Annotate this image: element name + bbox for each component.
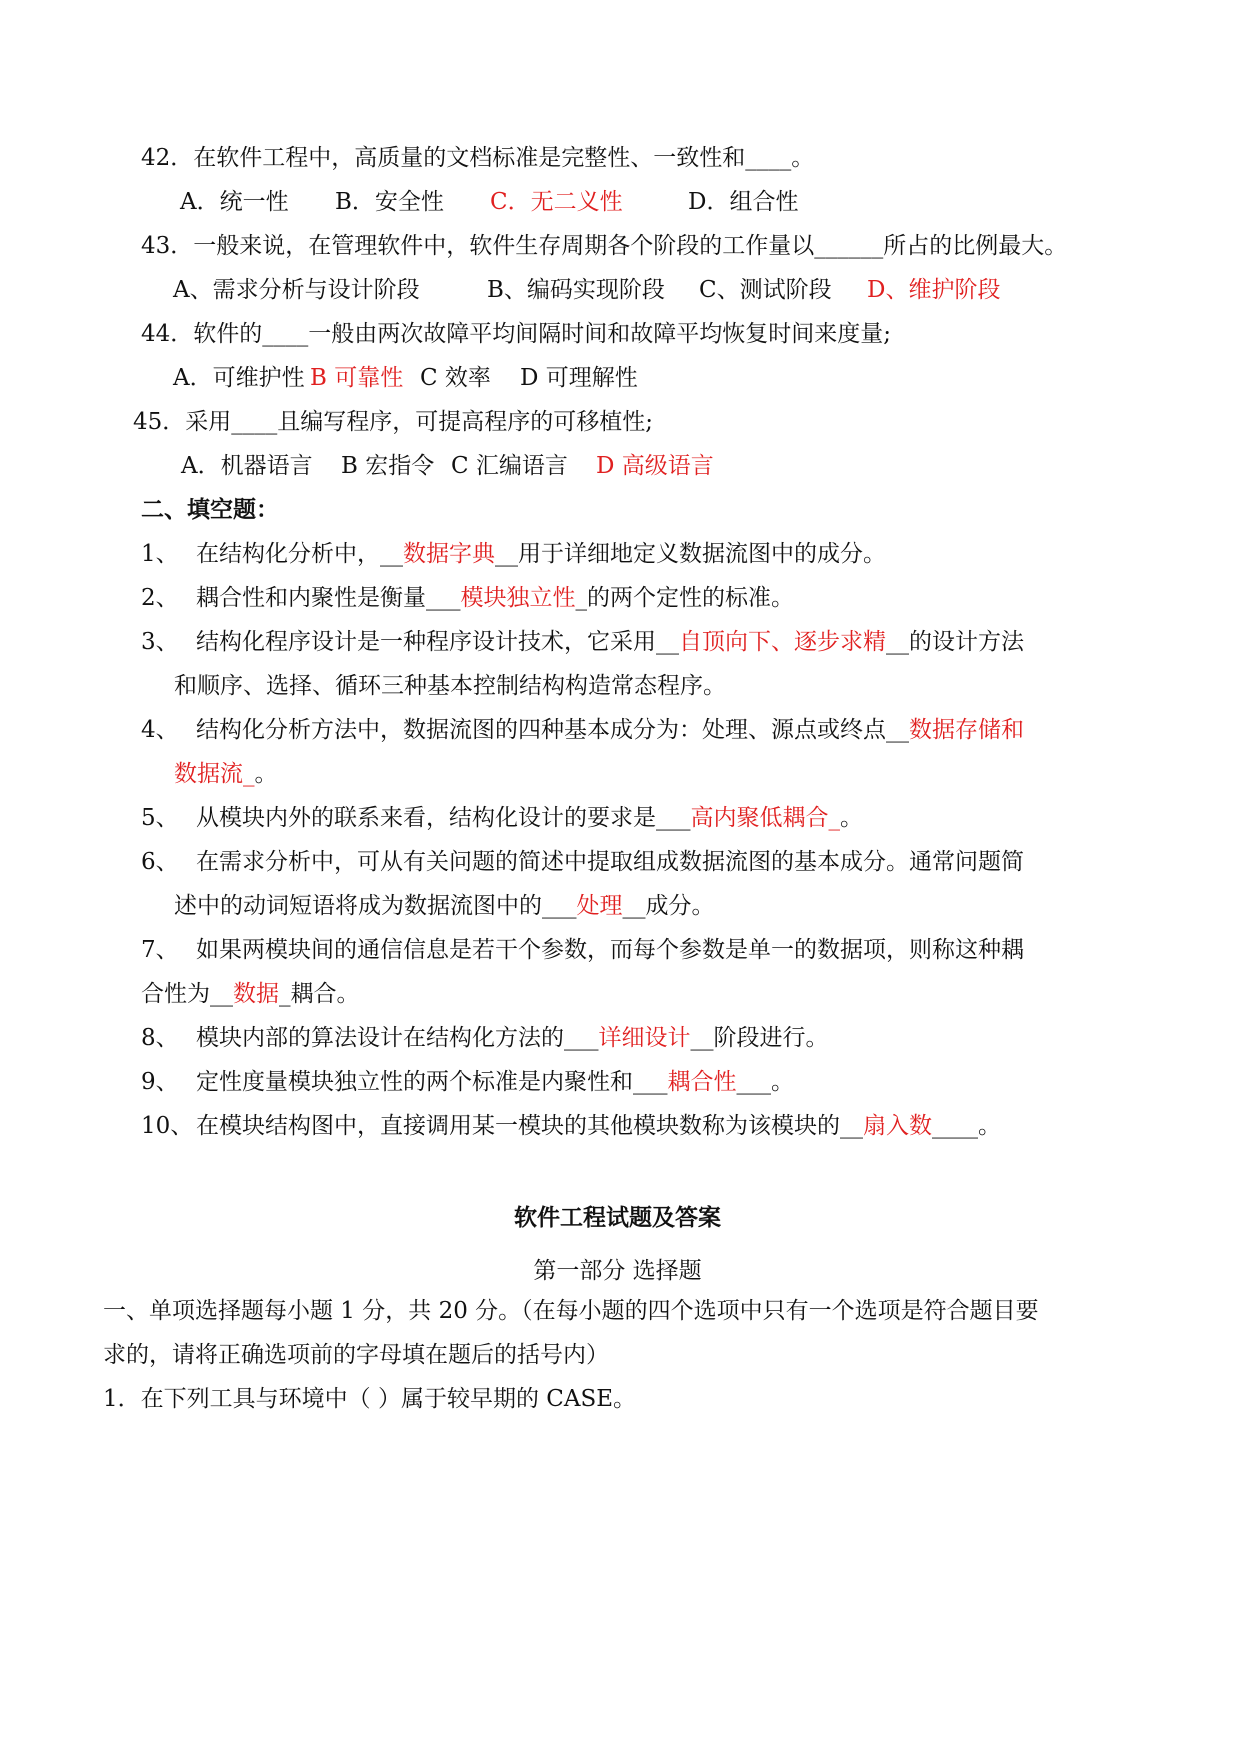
answer: 扇入数 [863, 1113, 932, 1139]
option-d-answer: D 高级语言 [596, 453, 714, 479]
document-title: 软件工程试题及答案 [514, 1204, 721, 1231]
fill-item-6-continued: 述中的动词短语将成为数据流图中的___处理__成分。 [174, 893, 715, 919]
option-a: A．可维护性 [173, 365, 305, 391]
question-43-stem: 43．一般来说，在管理软件中，软件生存周期各个阶段的工作量以______所占的比例最大。 [141, 233, 1068, 259]
fill-item-7: 7、 如果两模块间的通信信息是若干个参数，而每个参数是单一的数据项，则称这种耦 [141, 937, 1024, 963]
fill-item-6: 6、 在需求分析中，可从有关问题的简述中提取组成数据流图的基本成分。通常问题简 [141, 849, 1024, 875]
part-heading: 第一部分 选择题 [533, 1258, 702, 1284]
fill-item-8: 8、 模块内部的算法设计在结构化方法的___详细设计__阶段进行。 [141, 1025, 829, 1051]
option-a: A、需求分析与设计阶段 [173, 277, 420, 303]
question-45-options [181, 451, 714, 481]
option-b: B 宏指令 [341, 453, 435, 479]
option-a: A．机器语言 [181, 453, 313, 479]
question-1-stem: 1．在下列工具与环境中（ ）属于较早期的 CASE。 [103, 1386, 637, 1412]
answer: 详细设计 [598, 1025, 691, 1051]
fill-item-10: 10、 在模块结构图中，直接调用某一模块的其他模块数称为该模块的__扇入数____。 [141, 1113, 1001, 1139]
fill-item-2: 2、 耦合性和内聚性是衡量___模块独立性_的两个定性的标准。 [141, 585, 794, 611]
fill-item-7-continued: 合性为__数据_耦合。 [141, 981, 360, 1007]
fill-item-4-continued: 数据流_。 [174, 761, 278, 787]
question-43-options [173, 275, 1000, 305]
option-c: C 效率 [420, 365, 491, 391]
answer: 耦合性 [667, 1069, 737, 1095]
answer: 数据 [233, 981, 279, 1007]
question-44-stem: 44．软件的____一般由两次故障平均间隔时间和故障平均恢复时间来度量; [141, 321, 892, 347]
answer: 模块独立性 [460, 585, 576, 611]
option-d-answer: D、维护阶段 [867, 277, 1001, 303]
instructions-line-1: 一、单项选择题每小题 1 分，共 20 分。（在每小题的四个选项中只有一个选项是符合题目要 [103, 1298, 1039, 1324]
option-d: D 可理解性 [520, 365, 638, 391]
option-a: A．统一性 [180, 189, 289, 215]
answer: 数据流_ [174, 761, 255, 787]
option-b: B、编码实现阶段 [487, 277, 665, 303]
fill-item-3: 3、 结构化程序设计是一种程序设计技术，它采用__自顶向下、逐步求精__的设计方法 [141, 629, 1024, 655]
question-42-stem: 42．在软件工程中，高质量的文档标准是完整性、一致性和____。 [141, 145, 815, 171]
fill-item-1: 1、 在结构化分析中，__数据字典__用于详细地定义数据流图中的成分。 [141, 541, 886, 567]
option-c: C、测试阶段 [699, 277, 832, 303]
fill-item-5: 5、 从模块内外的联系来看，结构化设计的要求是___高内聚低耦合_。 [141, 805, 863, 831]
answer: 高内聚低耦合_ [690, 805, 840, 831]
option-b-answer: B 可靠性 [310, 365, 404, 391]
fill-item-4: 4、 结构化分析方法中，数据流图的四种基本成分为：处理、源点或终点__数据存储和 [141, 717, 1024, 743]
answer: 数据存储和 [909, 717, 1024, 743]
answer: 自顶向下、逐步求精 [679, 629, 886, 655]
option-c: C 汇编语言 [451, 453, 568, 479]
answer: 数据字典 [403, 541, 495, 567]
section-heading-fill-in: 二、填空题： [141, 496, 279, 523]
question-44-options [173, 363, 638, 393]
question-42-options [180, 187, 798, 217]
option-c-answer: C．无二义性 [490, 189, 623, 215]
instructions-line-2: 求的，请将正确选项前的字母填在题后的括号内） [103, 1342, 609, 1368]
option-b: B．安全性 [335, 189, 444, 215]
fill-item-9: 9、 定性度量模块独立性的两个标准是内聚性和___耦合性___。 [141, 1069, 794, 1095]
option-d: D．组合性 [688, 189, 799, 215]
fill-item-3-continued: 和顺序、选择、循环三种基本控制结构构造常态程序。 [174, 673, 726, 699]
question-45-stem: 45．采用____且编写程序，可提高程序的可移植性; [133, 409, 654, 435]
answer: 处理 [576, 893, 623, 919]
